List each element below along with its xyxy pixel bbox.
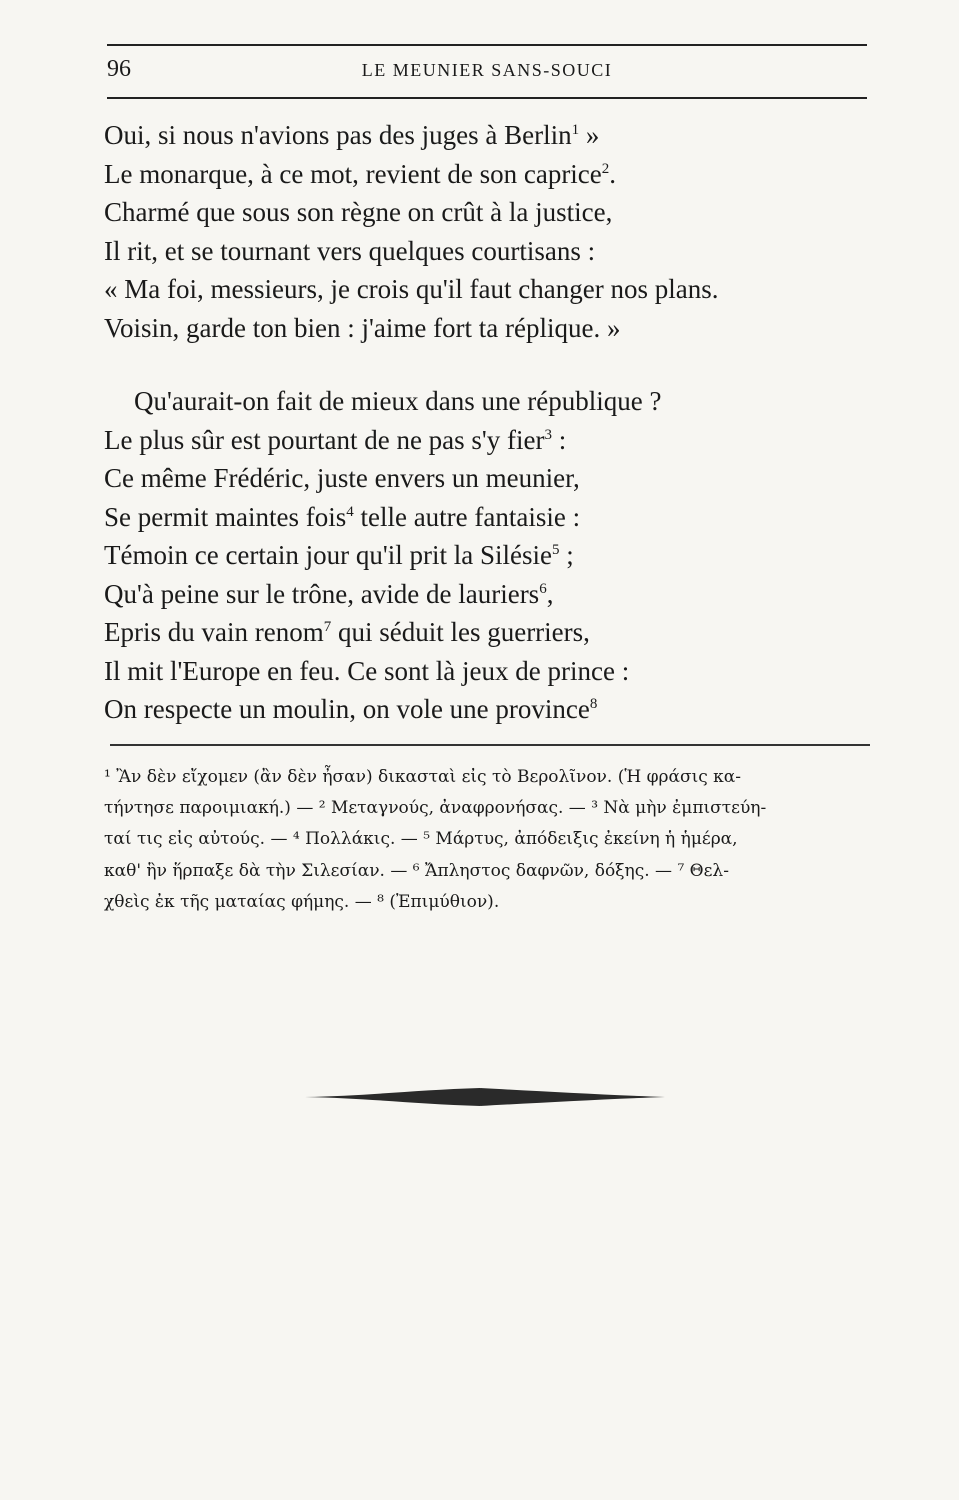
verse-text: Ce même Frédéric, juste envers un meunier, [104, 463, 580, 493]
footnotes [104, 762, 874, 918]
verse-text: Qu'aurait-on fait de mieux dans une république ? [134, 386, 662, 416]
verse-line [104, 232, 884, 271]
verse-text: Oui, si nous n'avions pas des juges à Berlin [104, 120, 572, 150]
running-head [107, 52, 867, 88]
verse-text: Charmé que sous son règne on crût à la justice, [104, 197, 613, 227]
stanza-gap [104, 347, 884, 382]
header-rule [107, 97, 867, 99]
footnote-rule [110, 744, 870, 746]
page-number: 96 [107, 56, 131, 82]
verse-tail: , [546, 578, 554, 609]
verse-line [104, 613, 884, 652]
verse-line [104, 652, 884, 691]
footnote-marker: 8 [589, 696, 598, 712]
footnote-marker: 2 [601, 160, 610, 177]
verse-text: Témoin ce certain jour qu'il prit la Silésie [104, 540, 552, 570]
footnote-marker: 6 [539, 580, 547, 597]
verse-text: Se permit maintes fois [104, 501, 347, 532]
verse-line [104, 382, 884, 421]
footnote-marker: 3 [544, 426, 553, 443]
verse-text: Le monarque, à ce mot, revient de son caprice [104, 158, 602, 189]
verse-line [104, 536, 884, 575]
verse-text: On respecte un moulin, on vole une province [104, 694, 590, 724]
footnote-line: ταί τις εἰς αὐτούς. — ⁴ Πολλάκις. — ⁵ Μάρτυς, ἀπόδειξις ἐκείνη ἡ ἡμέρα, [104, 829, 738, 850]
footnote-line: καθ' ἣν ἥρπαξε δὰ τὴν Σιλεσίαν. — ⁶ Ἄπληστος δαφνῶν, δόξης. — ⁷ Θελ- [104, 860, 729, 881]
ornament-tailpiece [305, 1082, 665, 1112]
verse-text: Il rit, et se tournant vers quelques courtisans : [104, 235, 596, 266]
footnote-marker: 5 [551, 542, 560, 558]
footnote-line: ¹ Ἂν δὲν εἴχομεν (ἂν δὲν ἦσαν) δικασταὶ εἰς τὸ Βερολῖνον. (Ἡ φράσις κα- [104, 767, 742, 787]
verse-text: « Ma foi, messieurs, je crois qu'il faut changer nos plans. [104, 274, 719, 304]
verse-tail: : [552, 424, 567, 455]
footnote-marker: 4 [346, 503, 354, 520]
verse-line [104, 309, 884, 348]
verse-text: Qu'à peine sur le trône, avide de lauriers [104, 578, 540, 609]
verse-tail: telle autre fantaisie : [353, 501, 581, 532]
footnote-line: χθεὶς ἐκ τῆς ματαίας φήμης. — ⁸ (Ἐπιμύθιον). [104, 891, 500, 912]
verse-line [104, 690, 884, 729]
verse-text: Il mit l'Europe en feu. Ce sont là jeux de prince : [104, 655, 630, 686]
verse-tail: ; [559, 540, 574, 570]
verse-tail: qui séduit les guerriers, [331, 617, 590, 647]
footnote-line: τήντησε παροιμιακή.) — ² Μεταγνούς, ἀναφρονήσας. — ³ Νὰ μὴν ἐμπιστεύη- [104, 798, 767, 819]
verse-line [104, 270, 884, 309]
verse-line [104, 193, 884, 232]
footnote-marker: 1 [571, 122, 580, 138]
footnote-marker: 7 [323, 619, 332, 635]
verse-text: Epris du vain renom [104, 617, 324, 647]
poem-body [104, 116, 884, 729]
verse-line [104, 498, 884, 537]
verse-line [104, 116, 884, 155]
verse-text: Le plus sûr est pourtant de ne pas s'y fier [104, 424, 545, 455]
top-rule [107, 44, 867, 46]
verse-tail: . [609, 158, 617, 189]
verse-text: Voisin, garde ton bien : j'aime fort ta réplique. » [104, 312, 621, 343]
running-title: LE MEUNIER SANS-SOUCI [361, 60, 613, 80]
verse-line [104, 575, 884, 614]
verse-tail: » [579, 120, 600, 150]
verse-line [104, 421, 884, 460]
verse-line [104, 155, 884, 194]
verse-line [104, 459, 884, 498]
